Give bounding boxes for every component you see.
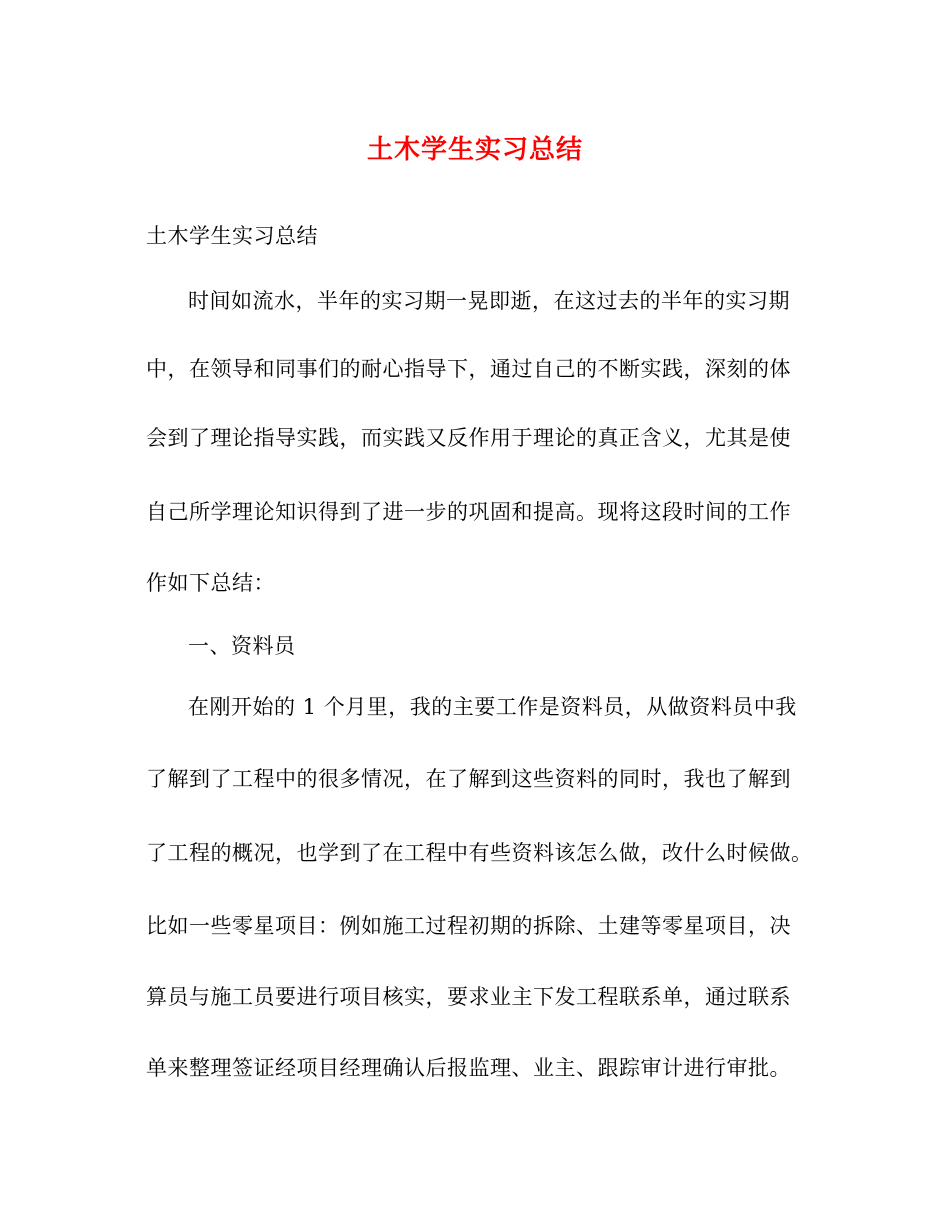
paragraph-line: 了解到了工程中的很多情况，在了解到这些资料的同时，我也了解到: [146, 767, 791, 791]
paragraph-line: 时间如流水，半年的实习期一晃即逝，在这过去的半年的实习期: [188, 289, 790, 313]
section-heading: 一、资料员: [188, 634, 296, 658]
paragraph-line: 算员与施工员要进行项目核实，要求业主下发工程联系单，通过联系: [146, 985, 791, 1009]
document-title: 土木学生实习总结: [366, 135, 583, 165]
paragraph-line: 在刚开始的 1 个月里，我的主要工作是资料员，从做资料员中我: [188, 695, 797, 719]
document-subtitle: 土木学生实习总结: [146, 224, 318, 248]
paragraph-line: 中，在领导和同事们的耐心指导下，通过自己的不断实践，深刻的体: [146, 357, 791, 381]
paragraph-line: 会到了理论指导实践，而实践又反作用于理论的真正含义，尤其是使: [146, 426, 791, 450]
paragraph-line: 作如下总结：: [146, 571, 275, 595]
paragraph-line: 单来整理签证经项目经理确认后报监理、业主、跟踪审计进行审批。: [146, 1056, 791, 1080]
paragraph-line: 自己所学理论知识得到了进一步的巩固和提高。现将这段时间的工作: [146, 500, 791, 524]
paragraph-line: 比如一些零星项目：例如施工过程初期的拆除、土建等零星项目，决: [146, 914, 791, 938]
paragraph-line: 了工程的概况，也学到了在工程中有些资料该怎么做，改什么时候做。: [146, 841, 813, 865]
